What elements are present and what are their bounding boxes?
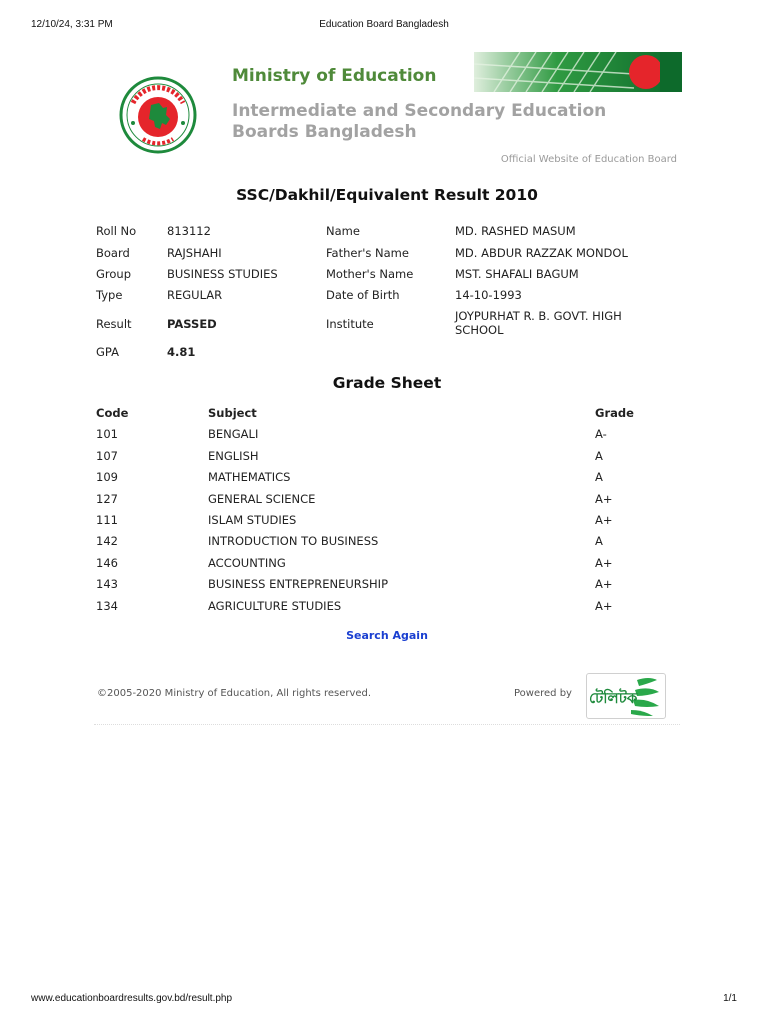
roll-label: Roll No bbox=[96, 224, 137, 238]
table-row bbox=[96, 577, 682, 595]
boards-title: Intermediate and Secondary Education Boards Bangladesh bbox=[232, 101, 607, 142]
table-row bbox=[96, 449, 682, 467]
grade-header: Grade bbox=[595, 406, 634, 420]
table-row bbox=[96, 427, 682, 445]
subject-grade: A bbox=[595, 534, 603, 548]
footer-divider bbox=[94, 724, 680, 725]
subject-name: GENERAL SCIENCE bbox=[208, 492, 316, 506]
subject-name: ENGLISH bbox=[208, 449, 259, 463]
institute-label: Institute bbox=[326, 317, 374, 331]
grade-sheet-title: Grade Sheet bbox=[332, 374, 442, 392]
print-url: www.educationboardresults.gov.bd/result.php bbox=[31, 993, 233, 1004]
subject-code: 146 bbox=[96, 556, 118, 570]
teletalk-logo-icon bbox=[587, 674, 665, 718]
subject-code: 127 bbox=[96, 492, 118, 506]
subject-name: MATHEMATICS bbox=[208, 470, 291, 484]
copyright-text: ©2005-2020 Ministry of Education, All rights reserved. bbox=[97, 688, 372, 699]
type-value: REGULAR bbox=[167, 288, 223, 302]
type-label: Type bbox=[96, 288, 123, 302]
subject-code: 142 bbox=[96, 534, 118, 548]
subject-code: 109 bbox=[96, 470, 118, 484]
ministry-title: Ministry of Education bbox=[232, 66, 437, 86]
subject-header: Subject bbox=[208, 406, 257, 420]
subject-code: 101 bbox=[96, 427, 118, 441]
board-value: RAJSHAHI bbox=[167, 246, 222, 260]
table-row bbox=[96, 492, 682, 510]
search-again-link[interactable]: Search Again bbox=[346, 629, 428, 642]
header-banner-flag-image bbox=[474, 52, 682, 92]
print-header bbox=[0, 19, 768, 33]
mother-label: Mother's Name bbox=[326, 267, 414, 281]
roll-value: 813112 bbox=[167, 224, 211, 238]
teletalk-logo[interactable] bbox=[586, 673, 666, 719]
table-row bbox=[96, 513, 682, 531]
print-datetime: 12/10/24, 3:31 PM bbox=[31, 19, 113, 30]
subject-grade: A+ bbox=[595, 492, 613, 506]
table-row bbox=[96, 556, 682, 574]
subject-grade: A+ bbox=[595, 556, 613, 570]
subject-name: BUSINESS ENTREPRENEURSHIP bbox=[208, 577, 389, 591]
subject-name: BENGALI bbox=[208, 427, 259, 441]
table-row bbox=[96, 534, 682, 552]
name-value: MD. RASHED MASUM bbox=[455, 224, 576, 238]
subject-code: 143 bbox=[96, 577, 118, 591]
powered-by-label: Powered by bbox=[514, 688, 572, 699]
subject-name: ACCOUNTING bbox=[208, 556, 286, 570]
dob-label: Date of Birth bbox=[326, 288, 400, 302]
table-row bbox=[96, 470, 682, 488]
group-label: Group bbox=[96, 267, 132, 281]
result-title: SSC/Dakhil/Equivalent Result 2010 bbox=[236, 186, 538, 204]
subject-code: 111 bbox=[96, 513, 118, 527]
gpa-label: GPA bbox=[96, 345, 119, 359]
subject-grade: A- bbox=[595, 427, 607, 441]
subject-grade: A+ bbox=[595, 577, 613, 591]
subject-code: 134 bbox=[96, 599, 118, 613]
institute-value: JOYPURHAT R. B. GOVT. HIGH SCHOOL bbox=[455, 309, 622, 337]
father-label: Father's Name bbox=[326, 246, 409, 260]
name-label: Name bbox=[326, 224, 360, 238]
code-header: Code bbox=[96, 406, 129, 420]
subject-name: ISLAM STUDIES bbox=[208, 513, 297, 527]
mother-value: MST. SHAFALI BAGUM bbox=[455, 267, 579, 281]
subject-grade: A+ bbox=[595, 513, 613, 527]
subject-name: INTRODUCTION TO BUSINESS bbox=[208, 534, 379, 548]
print-footer bbox=[0, 993, 768, 1007]
teletalk-logo-text: টেলিটক bbox=[589, 689, 638, 707]
result-label: Result bbox=[96, 317, 132, 331]
subject-grade: A bbox=[595, 449, 603, 463]
subject-name: AGRICULTURE STUDIES bbox=[208, 599, 342, 613]
grade-sheet-header-row bbox=[96, 406, 682, 424]
father-value: MD. ABDUR RAZZAK MONDOL bbox=[455, 246, 628, 260]
subject-grade: A bbox=[595, 470, 603, 484]
group-value: BUSINESS STUDIES bbox=[167, 267, 278, 281]
result-value: PASSED bbox=[167, 317, 217, 331]
dob-value: 14-10-1993 bbox=[455, 288, 522, 302]
official-website-caption: Official Website of Education Board bbox=[500, 154, 677, 165]
board-label: Board bbox=[96, 246, 130, 260]
subject-grade: A+ bbox=[595, 599, 613, 613]
table-row bbox=[96, 599, 682, 617]
print-page-number: 1/1 bbox=[723, 993, 737, 1004]
print-page-title: Education Board Bangladesh bbox=[319, 19, 449, 30]
gpa-value: 4.81 bbox=[167, 345, 196, 359]
government-seal-icon bbox=[119, 75, 197, 155]
subject-code: 107 bbox=[96, 449, 118, 463]
